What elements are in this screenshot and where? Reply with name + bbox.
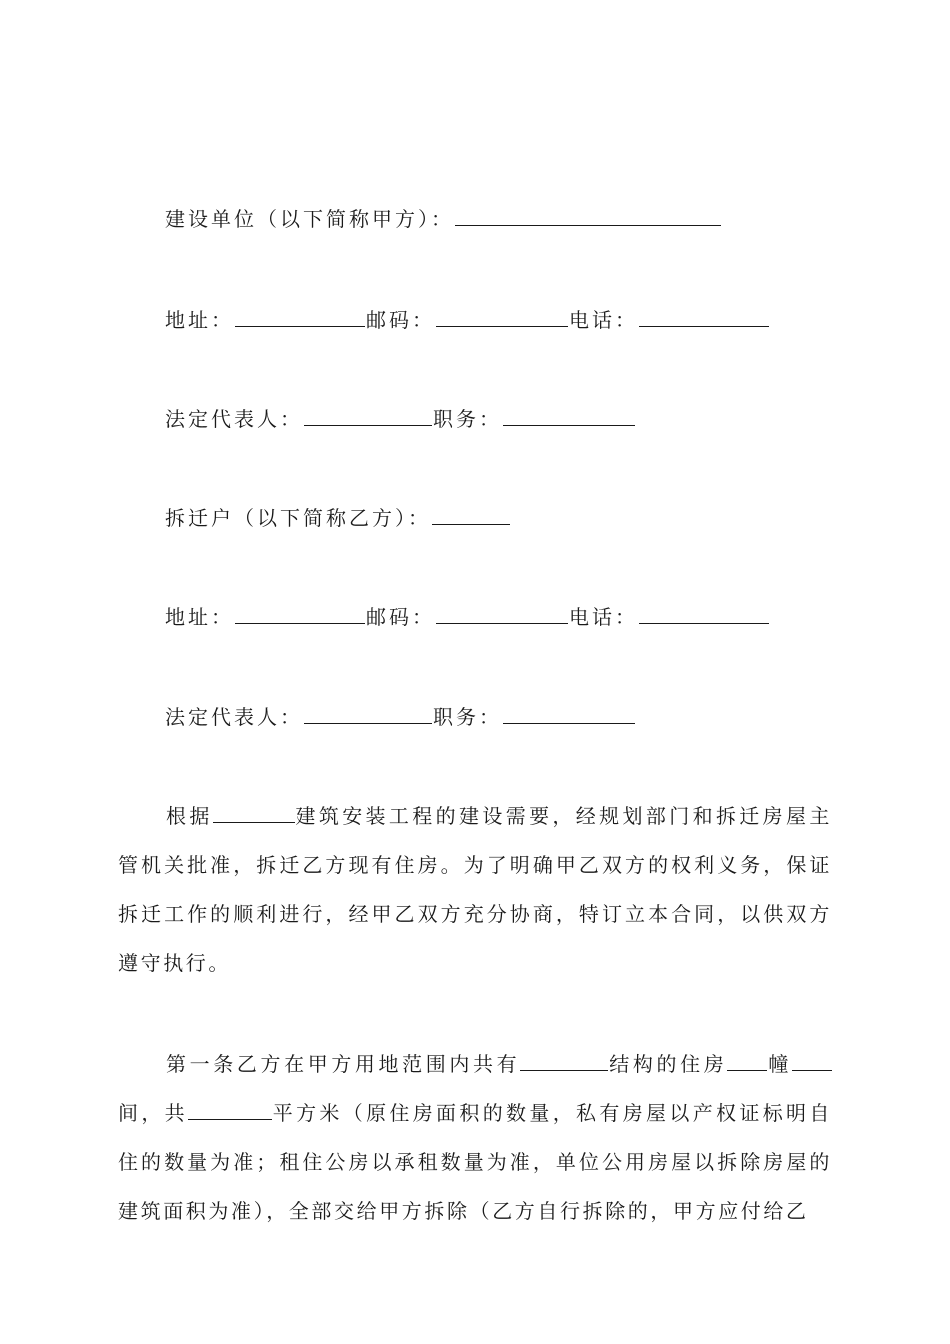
party-b-postcode-label: 邮码：	[366, 605, 435, 629]
party-a-address-blank[interactable]	[235, 306, 365, 327]
party-a-position-label: 职务：	[433, 407, 502, 431]
preamble-paragraph	[118, 792, 832, 988]
party-b-address-label: 地址：	[165, 605, 234, 629]
party-b-rep-label: 法定代表人：	[165, 705, 303, 729]
party-b-title-label: 拆迁户（以下简称乙方）：	[165, 506, 431, 530]
article-1-text-3: 幢	[767, 1052, 793, 1076]
party-b-name-blank[interactable]	[432, 504, 510, 525]
article-1-text-5: 平方米（原住房面积的数量，私有房屋以产权证标明自住的数量为准；租住公房以承租数量为准，单位公用房屋以拆除房屋的建筑面积为准），全部交给甲方拆除（乙方自行拆除的，甲方应付给乙	[118, 1101, 832, 1223]
area-blank[interactable]	[188, 1101, 272, 1120]
party-a-title-line	[165, 205, 722, 233]
project-name-blank[interactable]	[213, 804, 295, 823]
structure-type-blank[interactable]	[520, 1052, 608, 1071]
party-a-postcode-label: 邮码：	[366, 308, 435, 332]
party-a-address-label: 地址：	[165, 308, 234, 332]
building-count-blank[interactable]	[727, 1052, 767, 1071]
party-b-phone-label: 电话：	[569, 605, 638, 629]
party-b-rep-blank[interactable]	[304, 703, 432, 724]
preamble-text-1: 根据	[166, 804, 213, 828]
party-b-position-label: 职务：	[433, 705, 502, 729]
party-a-name-blank[interactable]	[455, 205, 721, 226]
party-b-postcode-blank[interactable]	[436, 603, 568, 624]
party-a-contact-line	[165, 306, 770, 334]
article-1-text-1: 第一条乙方在甲方用地范围内共有	[166, 1052, 521, 1076]
room-count-blank[interactable]	[792, 1052, 832, 1071]
preamble-text-2: 建筑安装工程的建设需要，经规划部门和拆迁房屋主管机关批准，拆迁乙方现有住房。为了明确甲乙双方的权利义务，保证拆迁工作的顺利进行，经甲乙双方充分协商，特订立本合同，以供双方遵守执行。	[118, 804, 832, 975]
party-a-title-label: 建设单位（以下简称甲方）：	[165, 207, 454, 231]
party-a-phone-blank[interactable]	[639, 306, 769, 327]
article-1-text-2: 结构的住房	[608, 1052, 728, 1076]
party-a-rep-blank[interactable]	[304, 405, 432, 426]
article-1-text-4: 间，共	[118, 1101, 188, 1125]
article-1-paragraph	[118, 1040, 832, 1236]
party-a-postcode-blank[interactable]	[436, 306, 568, 327]
party-b-address-blank[interactable]	[235, 603, 365, 624]
party-a-rep-line	[165, 405, 636, 433]
party-b-rep-line	[165, 703, 636, 731]
party-b-contact-line	[165, 603, 770, 631]
party-a-phone-label: 电话：	[569, 308, 638, 332]
party-b-phone-blank[interactable]	[639, 603, 769, 624]
party-a-position-blank[interactable]	[503, 405, 635, 426]
party-b-position-blank[interactable]	[503, 703, 635, 724]
party-b-title-line	[165, 504, 511, 532]
party-a-rep-label: 法定代表人：	[165, 407, 303, 431]
